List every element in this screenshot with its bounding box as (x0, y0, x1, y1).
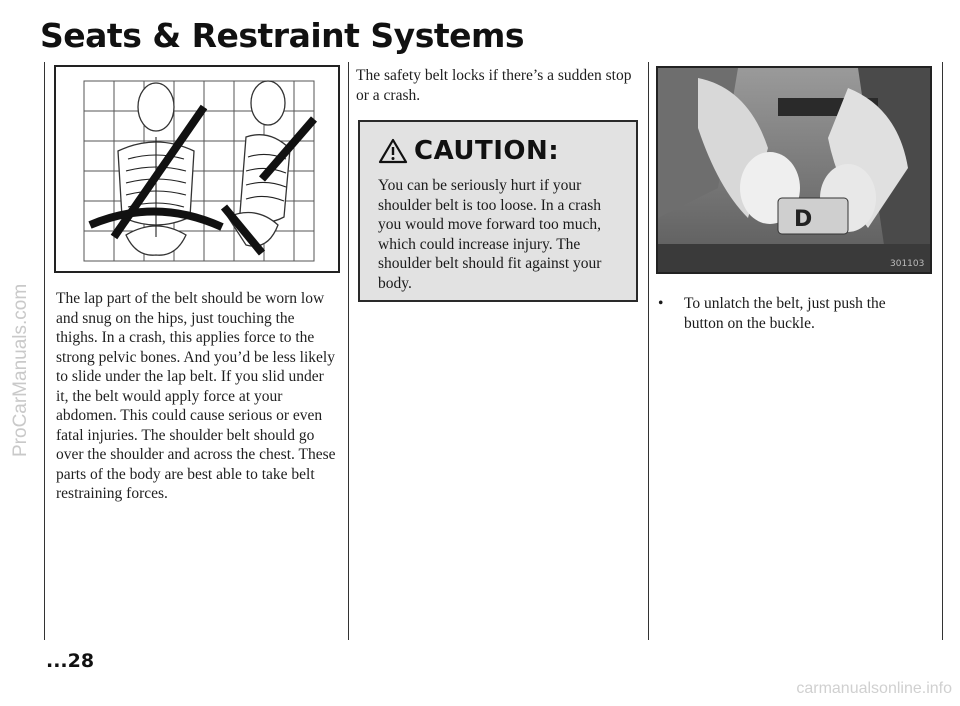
warning-triangle-icon (378, 138, 408, 164)
lap-belt-paragraph: The lap part of the belt should be worn low and snug on the hips, just touching the thighs. In a crash, this applies force to the strong pelvic bones. And you’d be less likely to slide under the lap belt. If you slid under it, the belt would apply force at your abdomen. This could cause serious or even fatal injuries. The shoulder belt should go over the shoulder and across the chest. These parts of the body are best able to take belt restraining forces. (56, 290, 336, 502)
skeleton-seatbelt-illustration (56, 67, 338, 271)
unlatch-instruction: To unlatch the belt, just push the button on the buckle. (684, 295, 886, 332)
caution-title: CAUTION: (414, 136, 560, 166)
photo-code: 301103 (890, 259, 925, 269)
column-rule-left (44, 62, 45, 640)
hands-unlatching-buckle-photo (658, 68, 930, 272)
column-rule-outer (942, 62, 943, 640)
skeleton-seatbelt-figure (54, 65, 340, 273)
column-rule-middle (348, 62, 349, 640)
belt-locks-intro: The safety belt locks if there’s a sudden stop or a crash. (356, 67, 632, 104)
unlatch-bullet (656, 294, 926, 333)
buckle-photo (656, 66, 932, 274)
footer-watermark: carmanualsonline.info (796, 680, 952, 697)
caution-text: You can be seriously hurt if your shoulder belt is too loose. In a crash you would move forward too much, which could increase injury. The shoulder belt should fit against your body. (378, 177, 602, 292)
column-rule-right (648, 62, 649, 640)
caution-box (358, 120, 638, 302)
side-watermark: ProCarManuals.com (10, 283, 31, 457)
svg-text:D: D (794, 207, 813, 232)
bullet-symbol: • (658, 295, 664, 312)
page-number: ...28 (46, 650, 95, 672)
page-title: Seats & Restraint Systems (40, 16, 525, 55)
